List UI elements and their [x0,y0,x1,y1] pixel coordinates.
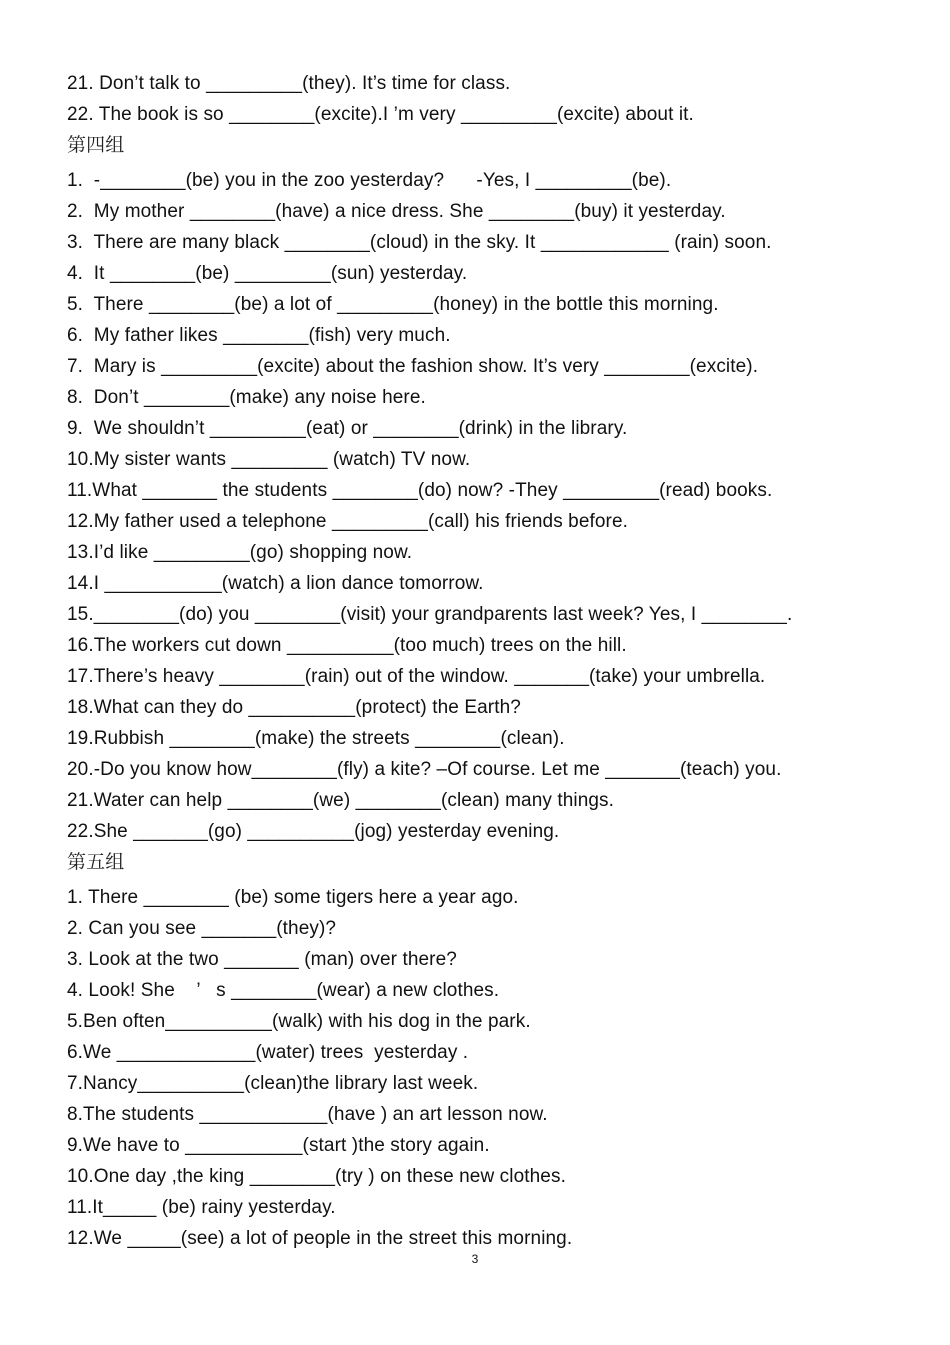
exercise-line: 2. My mother ________(have) a nice dress. She ________(buy) it yesterday. [67,201,726,222]
page-number: 3 [471,1252,479,1266]
section-heading: 第五组 [67,851,125,873]
exercise-line: 9. We shouldn’t _________(eat) or ________(drink) in the library. [67,418,628,439]
exercise-line: 6. My father likes ________(fish) very much. [67,325,451,346]
exercise-line: 12.We _____(see) a lot of people in the street this morning. [67,1228,573,1249]
exercise-line: 18.What can they do __________(protect) the Earth? [67,697,521,718]
exercise-line: 9.We have to ___________(start )the story again. [67,1135,490,1156]
exercise-line: 4. Look! She ’ s ________(wear) a new clothes. [67,980,500,1001]
exercise-line: 11.What _______ the students ________(do) now? -They _________(read) books. [67,480,773,501]
exercise-line: 19.Rubbish ________(make) the streets ________(clean). [67,728,565,749]
worksheet-content [67,68,937,1254]
exercise-line: 3. Look at the two _______ (man) over there? [67,949,457,970]
exercise-line: 14.I ___________(watch) a lion dance tomorrow. [67,573,484,594]
section-continued [67,68,937,130]
exercise-line: 8.The students ____________(have ) an art lesson now. [67,1104,548,1125]
exercise-line: 1. -________(be) you in the zoo yesterday? -Yes, I _________(be). [67,170,672,191]
section-group-5 [67,847,937,1254]
exercise-line: 8. Don’t ________(make) any noise here. [67,387,426,408]
exercise-line: 5. There ________(be) a lot of _________(honey) in the bottle this morning. [67,294,719,315]
exercise-line: 10.One day ,the king ________(try ) on these new clothes. [67,1166,566,1187]
exercise-line: 10.My sister wants _________ (watch) TV now. [67,449,471,470]
exercise-line: 22. The book is so ________(excite).I ’m very _________(excite) about it. [67,104,694,125]
exercise-line: 22.She _______(go) __________(jog) yesterday evening. [67,821,560,842]
exercise-line: 2. Can you see _______(they)? [67,918,337,939]
exercise-line: 7. Mary is _________(excite) about the fashion show. It’s very ________(excite). [67,356,759,377]
exercise-line: 5.Ben often__________(walk) with his dog in the park. [67,1011,531,1032]
exercise-line: 17.There’s heavy ________(rain) out of the window. _______(take) your umbrella. [67,666,766,687]
exercise-line: 20.-Do you know how________(fly) a kite? –Of course. Let me _______(teach) you. [67,759,782,780]
exercise-line: 4. It ________(be) _________(sun) yesterday. [67,263,468,284]
exercise-line: 1. There ________ (be) some tigers here a year ago. [67,887,519,908]
exercise-line: 13.I’d like _________(go) shopping now. [67,542,413,563]
exercise-line: 16.The workers cut down __________(too much) trees on the hill. [67,635,627,656]
exercise-line: 6.We _____________(water) trees yesterday . [67,1042,469,1063]
exercise-line: 12.My father used a telephone _________(call) his friends before. [67,511,629,532]
exercise-line: 15.________(do) you ________(visit) your grandparents last week? Yes, I ________. [67,604,793,625]
section-heading: 第四组 [67,134,125,156]
exercise-line: 21. Don’t talk to _________(they). It’s time for class. [67,73,511,94]
section-group-4 [67,130,937,847]
exercise-line: 3. There are many black ________(cloud) in the sky. It ____________ (rain) soon. [67,232,772,253]
exercise-line: 7.Nancy__________(clean)the library last week. [67,1073,479,1094]
exercise-line: 11.It_____ (be) rainy yesterday. [67,1197,336,1218]
exercise-line: 21.Water can help ________(we) ________(clean) many things. [67,790,615,811]
